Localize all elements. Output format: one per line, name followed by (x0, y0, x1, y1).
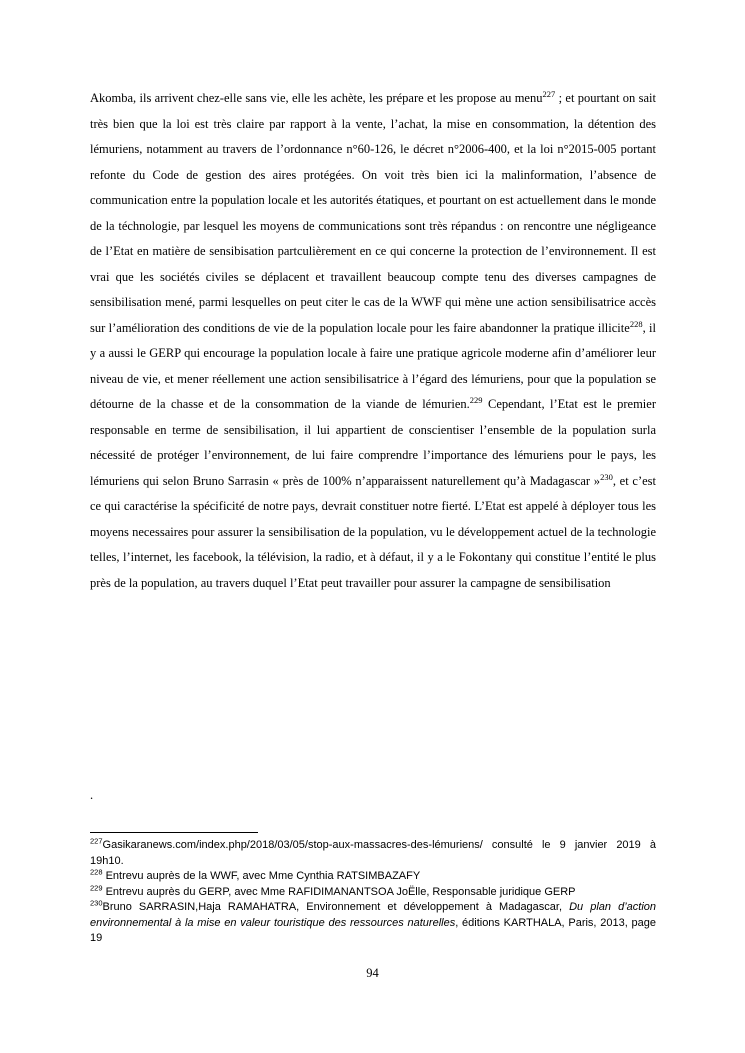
footnote-area (90, 832, 656, 947)
footnote-228: $^{228}$ Entrevu auprès de la WWF, avec Mme Cynthia RATSIMBAZAFY (90, 867, 421, 882)
page-number: 94 (366, 966, 379, 980)
footnote-separator (90, 832, 258, 833)
footnote-227: $^{227}$Gasikaranews.com/index.php/2018/03/05/stop-aux-massacres-des-lémuriens/ consulté le 9 janvier 2019 à 19h10. (90, 836, 656, 867)
body-paragraph: Akomba, ils arrivent chez-elle sans vie, elle les achète, les prépare et les propose au menu$^{227}$ ; et pourtant on sait très bien que la loi est très claire par rapport à la vente, l’achat, la mise en consommation, la détention des lémuriens, notamment au travers de l’ordonnance n°60-126, le décret n°2006-400, et la loi n°2015-005 portant refonte du Code de gestion des aires protégées. On voit très bien ici la malinformation, l’absence de communication entre la population locale et les autorités étatiques, et pourtant on est actuellement dans le monde de la téchnologie, par lesquel les moyens de communications sont très répandus : on rencontre une négligeance de l’Etat en matière de sensibisation partculièrement en ce qui concerne la protection de l’environnement. Il est vrai que les sociétés civiles se déplacent et travaillent beaucoup compte tenu des diverses campagnes de sensibilisation mené, parmi lesquelles on peut citer le cas de la WWF qui mène une action sensibilisatrice accès sur l’amélioration des conditions de vie de la population locale pour les faire abandonner la pratique illicite$^{228}$, il y a aussi le GERP qui encourage la population locale à faire une pratique agricole moderne afin d’améliorer leur niveau de vie, et mener réellement une action sensibilisatrice à l’égard des lémuriens, pour que la population se détourne de la chasse et de la consommation de la viande de lémurien.$^{229}$ Cependant, l’Etat est le premier responsable en terme de sensibilisation, il lui appartient de conscientiser l’ensemble de la population surla nécessité de protéger l’environnement, de lui faire comprendre l’importance des lémuriens pour le pays, les lémuriens qui selon Bruno Sarrasin « près de 100% n’apparaissent naturellement qu’à Madagascar »$^{230}$, et c’est ce qui caractérise la spécificité de notre pays, devrait constituer notre fierté. L’Etat est appelé à déployer tous les moyens necessaires pour assurer la sensibilisation de la population, vu le développement actuel de la technologie telles, l’internet, les facebook, la télévision, la radio, et à défaut, il y a le Fokontany qui constitue l’entité le plus près de la population, au travers duquel l’Etat peut travailler pour assurer la campagne de sensibilisation (90, 88, 657, 590)
trailing-period: . (90, 788, 94, 802)
footnote-229: $^{229}$ Entrevu auprès du GERP, avec Mme RAFIDIMANANTSOA JoËlle, Responsable juridique GERP (90, 882, 576, 898)
footnote-230: $^{230}$Bruno SARRASIN,Haja RAMAHATRA, Environnement et développement à Madagascar, Du plan d’action environnemental à la mise en valeur touristique des ressources naturelles, éditions KARTHALA, Paris, 2013, page 19 (90, 898, 656, 944)
